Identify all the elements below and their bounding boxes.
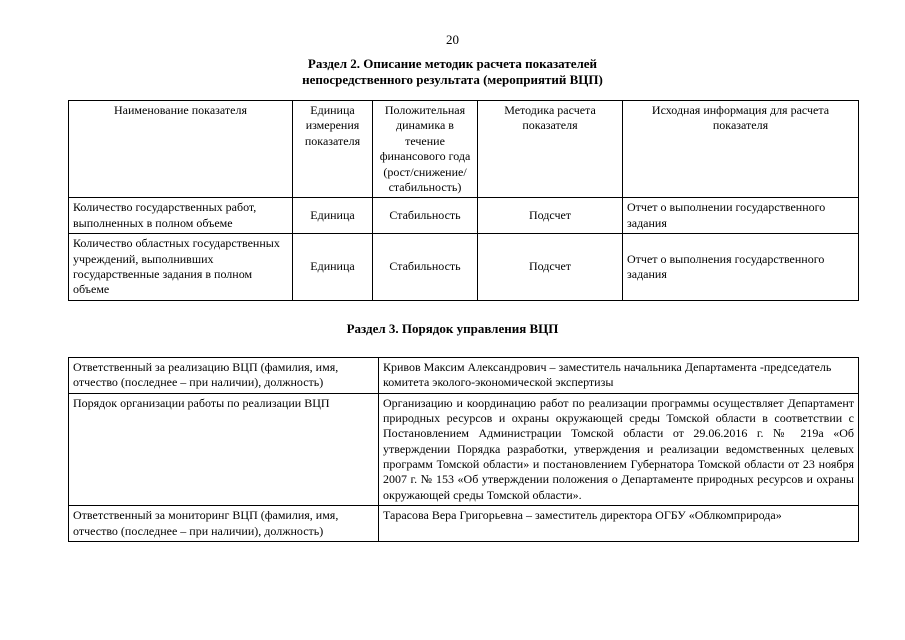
section2-title xyxy=(0,56,905,89)
column-header-method: Методика расчета показателя xyxy=(478,101,623,198)
cell-label-responsible-monitoring: Ответственный за мониторинг ВЦП (фамилия, имя, отчество (последнее – при наличии), должность) xyxy=(69,506,379,542)
indicators-table-header-row xyxy=(69,101,859,198)
cell-value-responsible-monitoring: Тарасова Вера Григорьевна – заместитель директора ОГБУ «Облкомприрода» xyxy=(379,506,859,542)
indicators-table-row xyxy=(69,234,859,300)
cell-label-work-organization: Порядок организации работы по реализации ВЦП xyxy=(69,393,379,506)
column-header-dynamics: Положительная динамика в течение финансового года (рост/снижение/ стабильность) xyxy=(373,101,478,198)
cell-source-info: Отчет о выполнения государственного задания xyxy=(623,234,859,300)
management-table-row xyxy=(69,357,859,393)
management-table-row xyxy=(69,506,859,542)
column-header-unit: Единица измерения показателя xyxy=(293,101,373,198)
cell-unit: Единица xyxy=(293,234,373,300)
cell-label-responsible-implementation: Ответственный за реализацию ВЦП (фамилия, имя, отчество (последнее – при наличии), должность) xyxy=(69,357,379,393)
cell-method: Подсчет xyxy=(478,234,623,300)
cell-dynamics: Стабильность xyxy=(373,234,478,300)
section2-title-line1: Раздел 2. Описание методик расчета показателей xyxy=(307,55,598,71)
cell-method: Подсчет xyxy=(478,198,623,234)
cell-dynamics: Стабильность xyxy=(373,198,478,234)
cell-indicator-name: Количество областных государственных учреждений, выполнивших государственные задания в полном объеме xyxy=(69,234,293,300)
column-header-indicator-name: Наименование показателя xyxy=(69,101,293,198)
cell-source-info: Отчет о выполнении государственного задания xyxy=(623,198,859,234)
management-table-row xyxy=(69,393,859,506)
page-number: 20 xyxy=(446,32,459,47)
indicators-table-row xyxy=(69,198,859,234)
management-table xyxy=(68,357,859,542)
section3-title: Раздел 3. Порядок управления ВЦП xyxy=(346,320,559,336)
cell-indicator-name: Количество государственных работ, выполненных в полном объеме xyxy=(69,198,293,234)
column-header-source-info: Исходная информация для расчета показателя xyxy=(623,101,859,198)
cell-value-responsible-implementation: Кривов Максим Александрович – заместитель начальника Департамента -председатель комитета эколого-экономической экспертизы xyxy=(379,357,859,393)
cell-value-work-organization: Организацию и координацию работ по реализации программы осуществляет Департамент природных ресурсов и охраны окружающей среды Томской области в соответствии с Постановлением Администрации Томской области от 29.06.2016 г. № 219а «Об утверждении Порядка разработки, утверждения и реализации ведомственных целевых программ Томской области» и постановлением Губернатора Томской области от 23 ноября 2007 г. № 153 «Об утверждении положения о Департаменте природных ресурсов и охраны окружающей среды Томской области». xyxy=(379,393,859,506)
indicators-table xyxy=(68,100,859,301)
section2-title-line2: непосредственного результата (мероприятий ВЦП) xyxy=(302,71,603,87)
cell-unit: Единица xyxy=(293,198,373,234)
